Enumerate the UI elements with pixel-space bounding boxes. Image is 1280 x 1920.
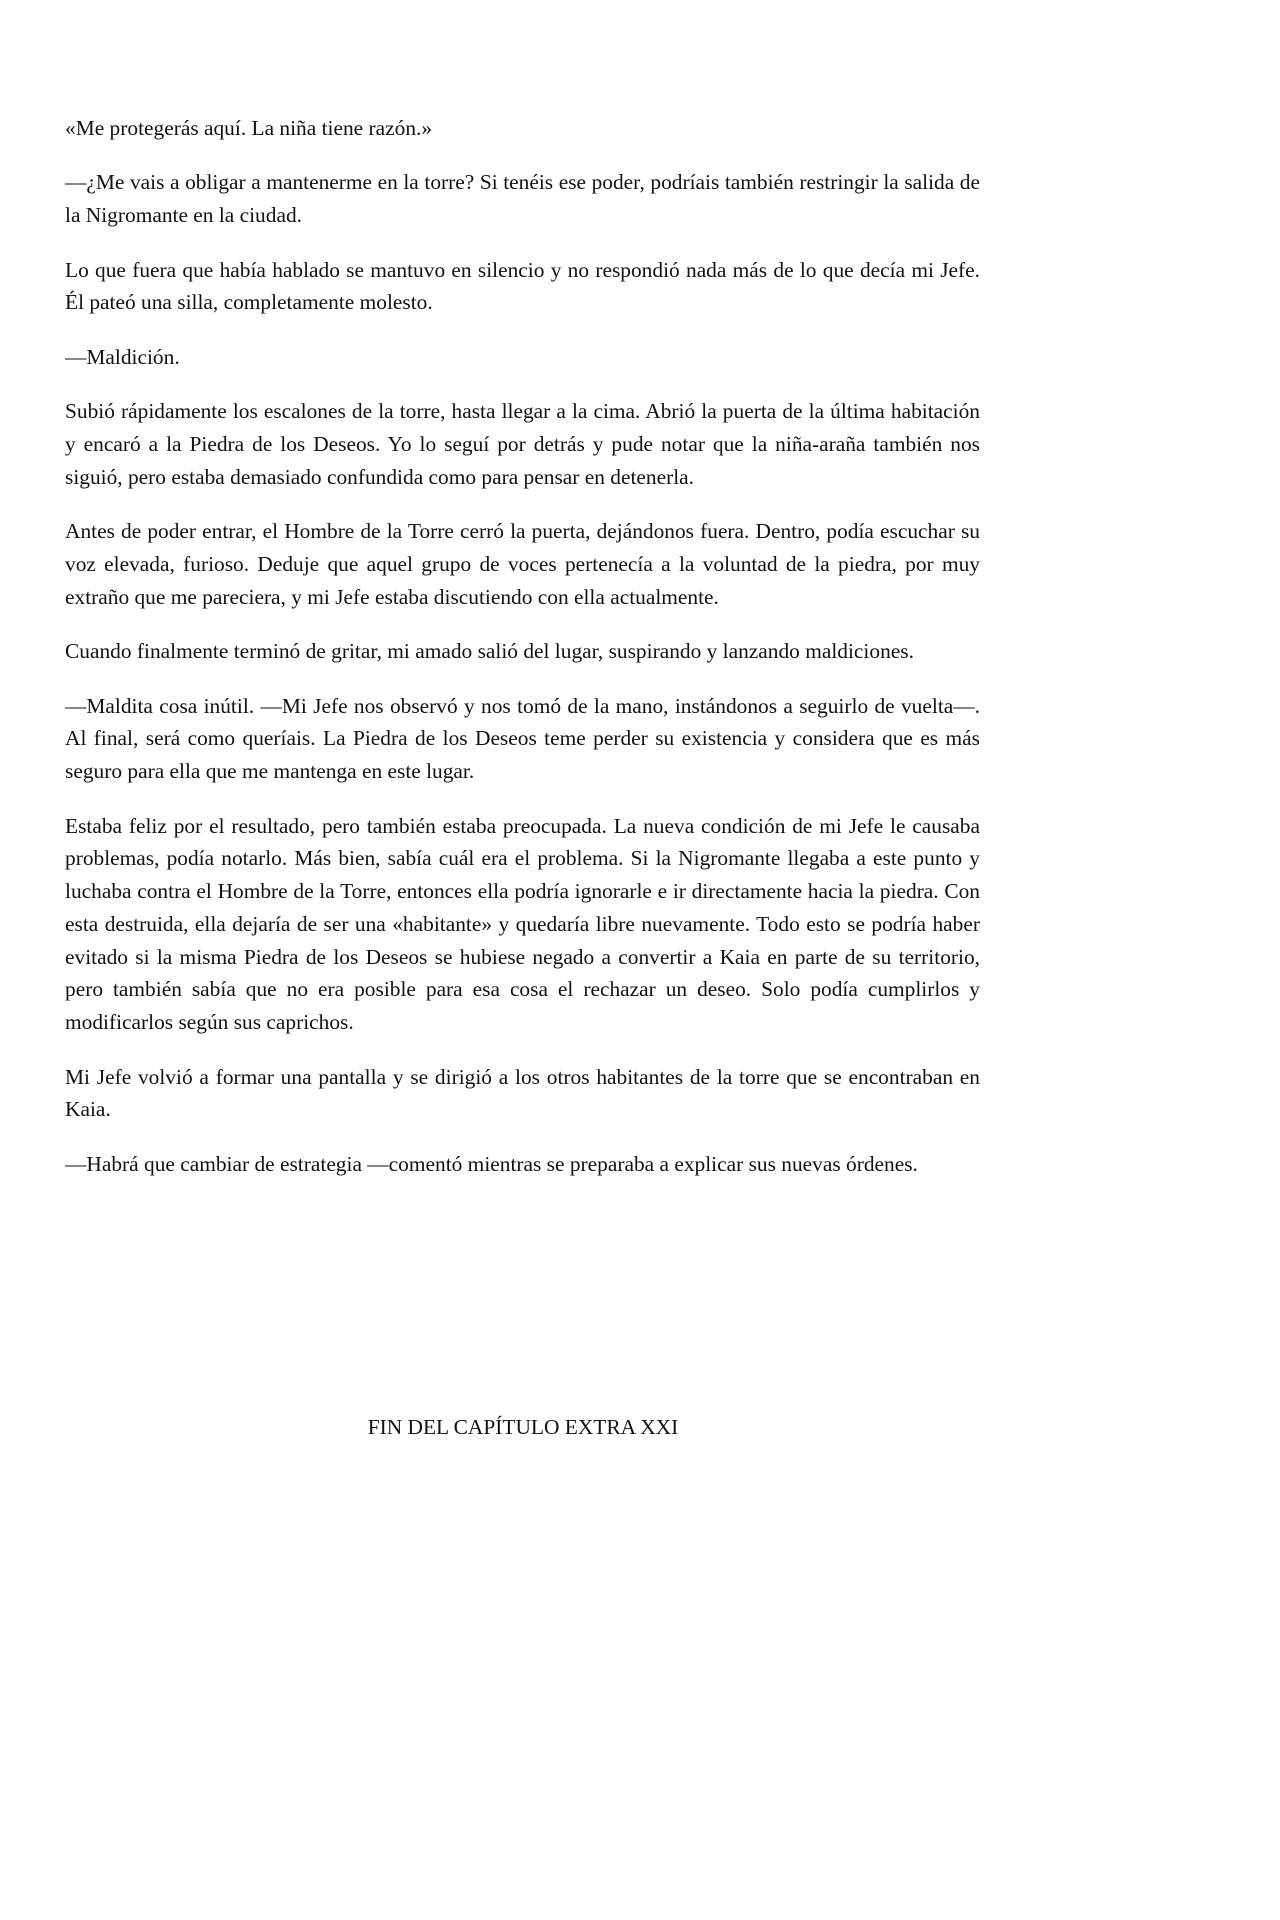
paragraph: —Maldición.: [65, 344, 180, 369]
paragraph: Lo que fuera que había hablado se mantuvo en silencio y no respondió nada más de lo que decía mi Jefe. Él pateó una silla, completamente molesto.: [65, 257, 980, 315]
paragraph: Antes de poder entrar, el Hombre de la Torre cerró la puerta, dejándonos fuera. Dentro, podía escuchar su voz elevada, furioso. Deduje que aquel grupo de voces pertenecía a la voluntad de la piedra, por muy extraño que me pareciera, y mi Jefe estaba discutiendo con ella actualmente.: [65, 519, 980, 609]
body-text: [65, 112, 980, 1202]
paragraph: —¿Me vais a obligar a mantenerme en la torre? Si tenéis ese poder, podríais también restringir la salida de la Nigromante en la ciudad.: [65, 170, 980, 228]
paragraph: Cuando finalmente terminó de gritar, mi amado salió del lugar, suspirando y lanzando maldiciones.: [65, 639, 914, 664]
paragraph: «Me protegerás aquí. La niña tiene razón.»: [65, 116, 433, 140]
paragraph: Subió rápidamente los escalones de la torre, hasta llegar a la cima. Abrió la puerta de la última habitación y encaró a la Piedra de los Deseos. Yo lo seguí por detrás y pude notar que la niña-araña también nos siguió, pero estaba demasiado confundida como para pensar en detenerla.: [65, 399, 980, 489]
paragraph: —Maldita cosa inútil. —Mi Jefe nos observó y nos tomó de la mano, instándonos a seguirlo de vuelta—. Al final, será como queríais. La Piedra de los Deseos teme perder su existencia y considera que es más seguro para ella que me mantenga en este lugar.: [65, 693, 980, 784]
paragraph: Mi Jefe volvió a formar una pantalla y se dirigió a los otros habitantes de la torre que se encontraban en Kaia.: [65, 1064, 980, 1122]
paragraph: —Habrá que cambiar de estrategia —comentó mientras se preparaba a explicar sus nuevas órdenes.: [65, 1151, 918, 1176]
paragraph: Estaba feliz por el resultado, pero también estaba preocupada. La nueva condición de mi Jefe le causaba problemas, podía notarlo. Más bien, sabía cuál era el problema. Si la Nigromante llegaba a este punto y luchaba contra el Hombre de la Torre, entonces ella podría ignorarle e ir directamente hacia la piedra. Con esta destruida, ella dejaría de ser una «habitante» y quedaría libre nuevamente. Todo esto se podría haber evitado si la misma Piedra de los Deseos se hubiese negado a convertir a Kaia en parte de su territorio, pero también sabía que no era posible para esa cosa el rechazar un deseo. Solo podía cumplirlos y modificarlos según sus caprichos.: [65, 813, 980, 1035]
chapter-end-heading: FIN DEL CAPÍTULO EXTRA XXI: [367, 1415, 679, 1439]
